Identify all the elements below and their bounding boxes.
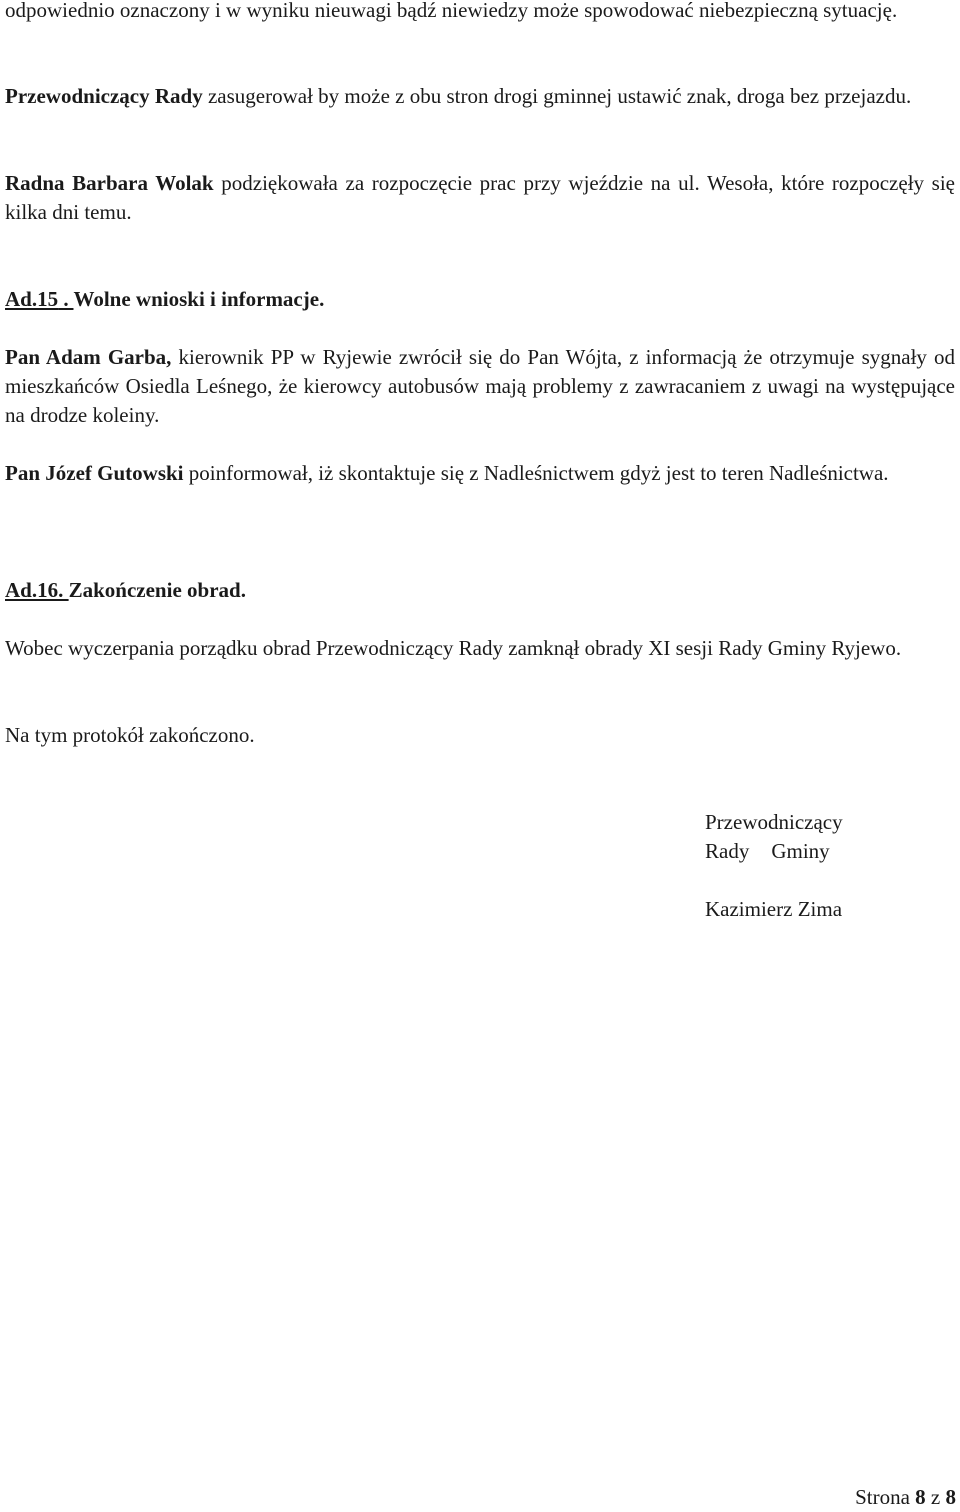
paragraph-text: podziękowała za rozpoczęcie prac przy wjeździe na ul. Wesoła, które rozpoczęły się kilka dni temu. xyxy=(5,171,955,224)
signature-title-word: Rady xyxy=(705,839,750,863)
paragraph-text: kierownik PP w Ryjewie zwrócił się do Pan Wójta, z informacją że otrzymuje sygnały od mieszkańców Osiedla Leśnego, że kierowcy autobusów mają problemy z zawracaniem z uwagi na występujące na drodze koleiny. xyxy=(5,345,955,427)
signature-name: Kazimierz Zima xyxy=(705,897,843,921)
footer-mid: z xyxy=(925,1485,946,1509)
paragraph-text: odpowiednio oznaczony i w wyniku nieuwagi bądź niewiedzy może spowodować niebezpieczną sytuację. xyxy=(5,0,898,22)
section-number: Ad.15 xyxy=(5,287,59,311)
paragraph-garba-report xyxy=(5,343,955,430)
footer-total-pages: 8 xyxy=(945,1485,956,1509)
paragraph-text: poinformował, iż skontaktuje się z Nadleśnictwem gdyż jest to teren Nadleśnictwa. xyxy=(183,461,889,485)
signature-title-word: Gminy xyxy=(771,839,830,863)
section-title: Wolne wnioski i informacje. xyxy=(73,287,325,311)
speaker-name: Przewodniczący Rady xyxy=(5,84,203,108)
paragraph-text: zasugerował by może z obu stron drogi gminnej ustawić znak, droga bez przejazdu. xyxy=(202,84,912,108)
section-title: Zakończenie obrad. xyxy=(68,578,246,602)
paragraph-gutowski-reply xyxy=(5,459,955,488)
paragraph-text: Wobec wyczerpania porządku obrad Przewodniczący Rady zamknął obrady XI sesji Rady Gminy Ryjewo. xyxy=(5,636,902,660)
speaker-name: Radna Barbara Wolak xyxy=(5,171,214,195)
paragraph-hazard-text xyxy=(5,0,955,25)
section-number: Ad.16. xyxy=(5,578,69,602)
speaker-name: Pan Adam Garba, xyxy=(5,345,172,369)
paragraph-protocol-end xyxy=(5,721,955,750)
paragraph-wolak-thanks xyxy=(5,169,955,227)
signature-title-line1 xyxy=(705,808,843,837)
section-heading-ad15 xyxy=(5,285,955,314)
paragraph-text: Na tym protokół zakończono. xyxy=(5,723,255,747)
paragraph-chairman-suggestion xyxy=(5,82,955,111)
signature-name-line xyxy=(705,895,842,924)
signature-title: Przewodniczący xyxy=(705,810,843,834)
paragraph-closing xyxy=(5,634,955,663)
footer-current-page: 8 xyxy=(915,1485,926,1509)
speaker-name: Pan Józef Gutowski xyxy=(5,461,184,485)
section-heading-ad16 xyxy=(5,576,955,605)
page-footer xyxy=(855,1483,956,1512)
footer-prefix: Strona xyxy=(855,1485,916,1509)
signature-title-line2 xyxy=(705,837,830,866)
section-separator: . xyxy=(58,287,74,311)
